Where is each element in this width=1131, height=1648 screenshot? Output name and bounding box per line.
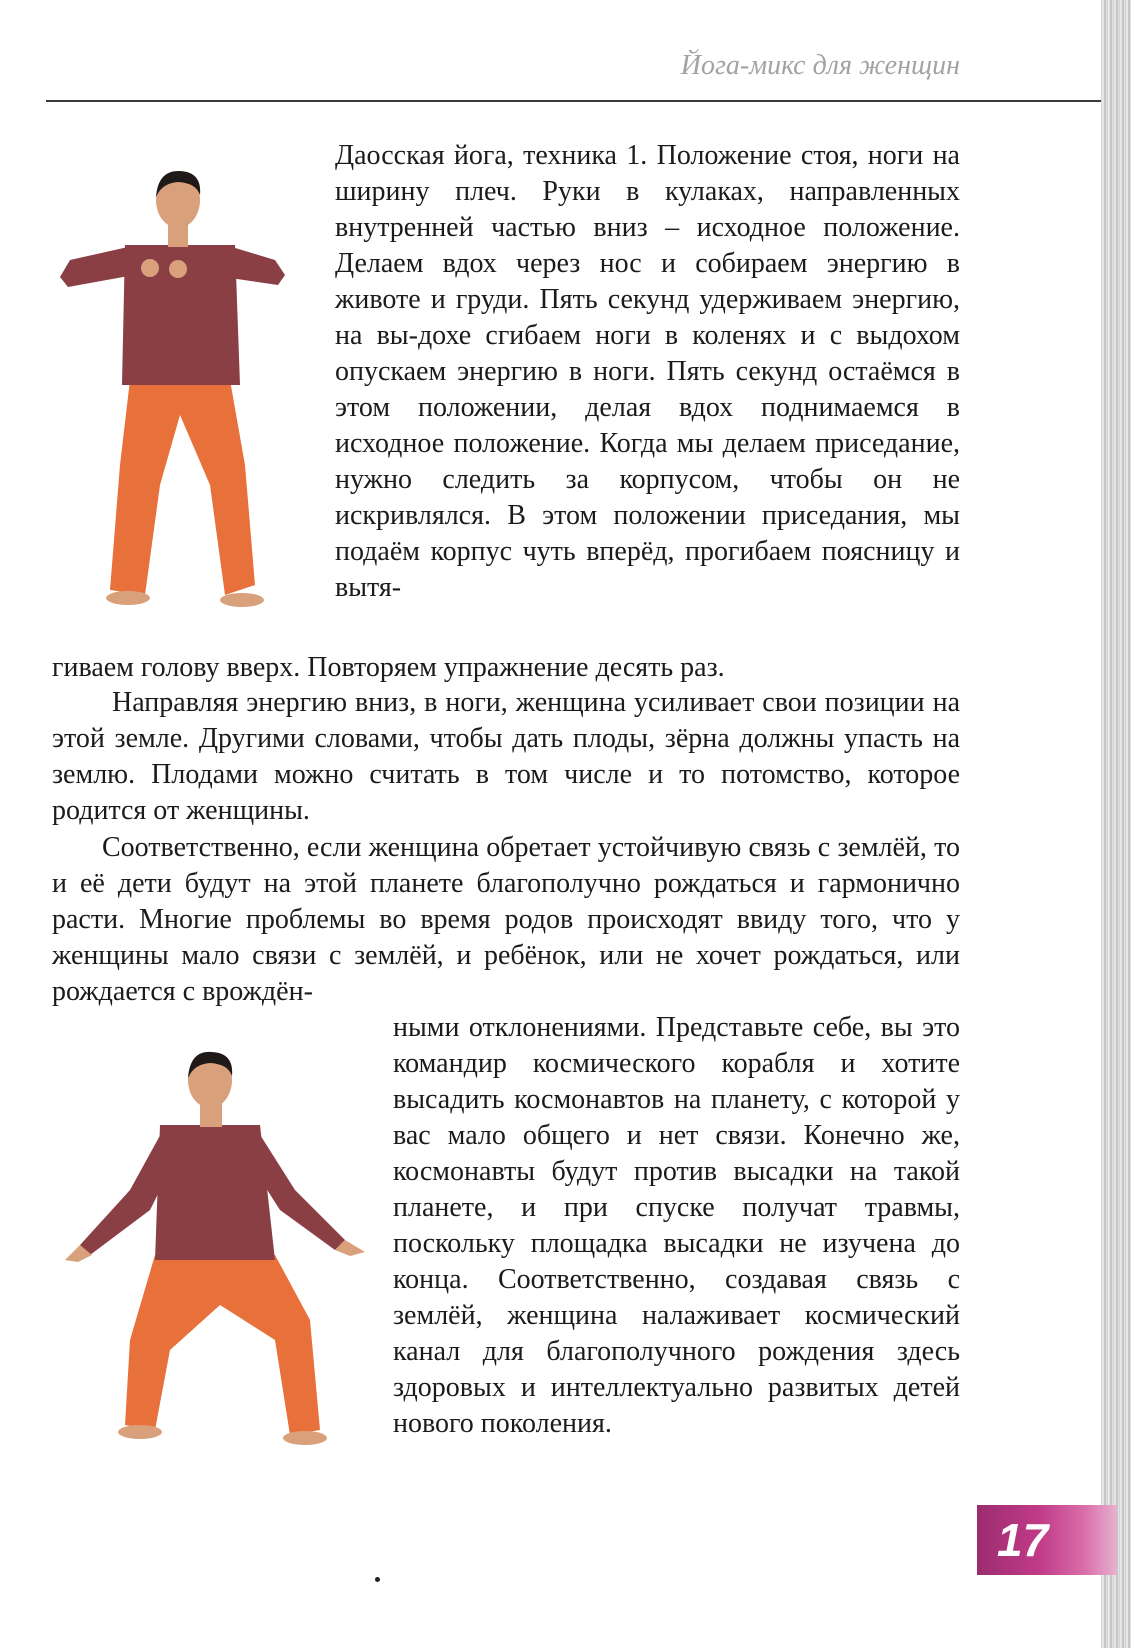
figure1-left-foot [106,591,150,605]
running-header: Йога-микс для женщин [680,50,960,81]
print-speck [375,1577,380,1582]
figure2-right-foot [283,1431,327,1445]
page-number: 17 [997,1514,1049,1566]
figure1-fist-left [141,259,159,277]
paragraph-technique-1: Даосская йога, техника 1. Положение стоя, ноги на ширину плеч. Руки в кулаках, направленных внутренней частью вниз – исходное положение. Делаем вдох через нос и собираем энергию в животе и груди. Пять секунд удерживаем энергию, на вы-дохе сгибаем ноги в коленях и с выдохом опускаем энергию в ноги. Пять секунд остаёмся в этом положении, делая вдох поднимаемся в исходное положение. Когда мы делаем приседание, нужно следить за корпусом, чтобы он не искривлялся. В этом положении приседания, мы подаём корпус чуть вперёд, прогибаем поясницу и вытя- [335,140,960,603]
figure1-right-foot [220,593,264,607]
paragraph-earth-connection-continued: ными отклонениями. Представьте себе, вы это командир космического корабля и хотите высадить космонавтов на планету, с которой у вас мало общего и нет связи. Конечно же, космонавты будут против высадки на такой планете, и при спуске получат травмы, поскольку площадка высадки не изучена до конца. Соответственно, создавая связь с землёй, женщина налаживает космический канал для благополучного рождения здесь здоровых и интеллектуально развитых детей нового поколения. [393,1012,960,1439]
paragraph-technique-1-end: гиваем голову вверх. Повторяем упражнение десять раз. [52,652,725,683]
figure1-pants [110,380,255,595]
figure1-fist-right [169,260,187,278]
yoga-pose-standing-figure [50,165,310,630]
page-number-tab [977,1505,1117,1575]
paragraph-energy-down: Направляя энергию вниз, в ноги, женщина усиливает свои позиции на этой земле. Другими словами, чтобы дать плоды, зёрна должны упасть на землю. Плодами можно считать в том числе и то потомство, которое родится от женщины. [52,687,960,826]
page-edge-shadow [1101,0,1131,1648]
figure2-left-foot [118,1425,162,1439]
header-rule [46,100,1101,102]
yoga-pose-squat-figure [60,1050,390,1470]
paragraph-earth-connection: Соответственно, если женщина обретает устойчивую связь с землёй, то и её дети будут на этой планете благополучно рождаться и гармонично расти. Многие проблемы во время родов происходят ввиду того, что у женщины мало связи с землёй, и ребёнок, или не хочет рождаться, или рождается с врождён- [52,832,960,1007]
figure2-pants [125,1255,320,1435]
